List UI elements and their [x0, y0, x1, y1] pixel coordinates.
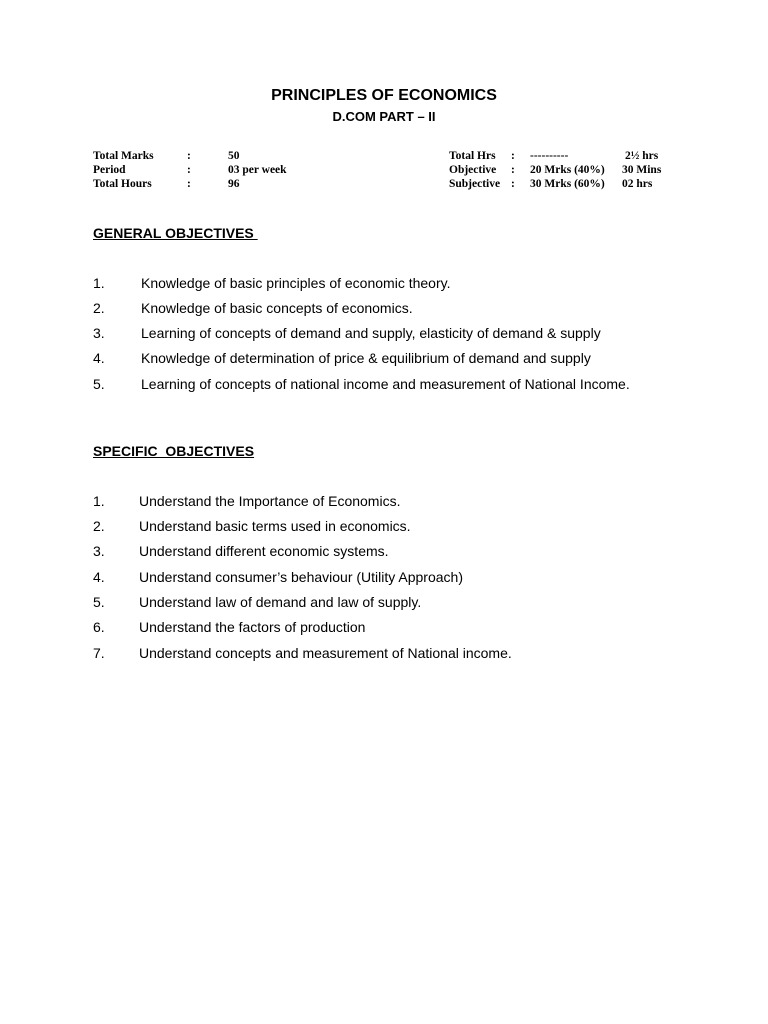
info-row-period — [93, 163, 393, 177]
list-item-text: Understand different economic systems. — [139, 543, 389, 559]
info-extra: 30 Mins — [622, 164, 662, 176]
info-row-objective — [449, 163, 679, 177]
info-row-total-marks — [93, 149, 393, 163]
list-item-text: Understand basic terms used in economics. — [139, 518, 411, 534]
info-value: ---------- — [530, 150, 569, 162]
list-item — [93, 271, 693, 296]
specific-objectives-heading: SPECIFIC OBJECTIVES — [93, 443, 255, 459]
list-item-number: 5. — [93, 376, 105, 392]
list-item-text: Understand the factors of production — [139, 619, 366, 635]
list-item-text: Understand the Importance of Economics. — [139, 493, 401, 509]
list-item-number: 4. — [93, 350, 105, 366]
info-label: Subjective — [449, 178, 501, 190]
info-right — [449, 149, 679, 193]
info-value: 30 Mrks (60%) — [530, 178, 605, 190]
list-item — [93, 615, 693, 640]
info-sep: : — [187, 150, 191, 162]
list-item-number: 4. — [93, 569, 105, 585]
list-item-number: 6. — [93, 619, 105, 635]
info-row-total-hrs — [449, 149, 679, 163]
list-item-number: 1. — [93, 493, 105, 509]
list-item-number: 2. — [93, 300, 105, 316]
info-left — [93, 149, 393, 193]
list-item — [93, 539, 693, 564]
list-item-number: 2. — [93, 518, 105, 534]
list-item — [93, 514, 693, 539]
list-item-text: Understand concepts and measurement of National income. — [139, 645, 512, 661]
general-objectives-heading: GENERAL OBJECTIVES — [93, 225, 258, 241]
info-value: 20 Mrks (40%) — [530, 164, 605, 176]
info-label: Period — [93, 164, 126, 176]
list-item-text: Learning of concepts of demand and supply, elasticity of demand & supply — [141, 325, 601, 341]
info-sep: : — [511, 178, 515, 190]
info-extra: 02 hrs — [622, 178, 653, 190]
list-item — [93, 372, 693, 422]
info-label: Total Marks — [93, 150, 154, 162]
list-item — [93, 590, 693, 615]
info-label: Total Hrs — [449, 150, 496, 162]
list-item — [93, 296, 693, 321]
list-item — [93, 489, 693, 514]
info-sep: : — [511, 150, 515, 162]
info-value: 50 — [228, 150, 240, 162]
info-sep: : — [187, 164, 191, 176]
info-row-subjective — [449, 177, 679, 191]
info-value: 96 — [228, 178, 240, 190]
list-item — [93, 641, 693, 666]
info-extra: 2½ hrs — [625, 150, 659, 162]
page-title: PRINCIPLES OF ECONOMICS — [271, 87, 497, 104]
info-label: Total Hours — [93, 178, 152, 190]
list-item-number: 1. — [93, 275, 105, 291]
list-item-text: Understand consumer’s behaviour (Utility Approach) — [139, 569, 463, 585]
list-item-text: Learning of concepts of national income and measurement of National Income. — [141, 376, 630, 392]
list-item-number: 3. — [93, 543, 105, 559]
list-item-number: 7. — [93, 645, 105, 661]
list-item — [93, 321, 693, 346]
list-item-number: 5. — [93, 594, 105, 610]
info-row-total-hours — [93, 177, 393, 191]
list-item-text: Understand law of demand and law of supply. — [139, 594, 422, 610]
list-item-text: Knowledge of basic principles of economic theory. — [141, 275, 451, 291]
page-subtitle: D.COM PART – II — [332, 109, 436, 124]
list-item — [93, 346, 693, 371]
list-item — [93, 565, 693, 590]
list-item-text: Knowledge of basic concepts of economics. — [141, 300, 413, 316]
info-label: Objective — [449, 164, 497, 176]
info-sep: : — [511, 164, 515, 176]
info-value: 03 per week — [228, 164, 287, 176]
list-item-text: Knowledge of determination of price & equilibrium of demand and supply — [141, 350, 591, 366]
list-item-number: 3. — [93, 325, 105, 341]
info-sep: : — [187, 178, 191, 190]
